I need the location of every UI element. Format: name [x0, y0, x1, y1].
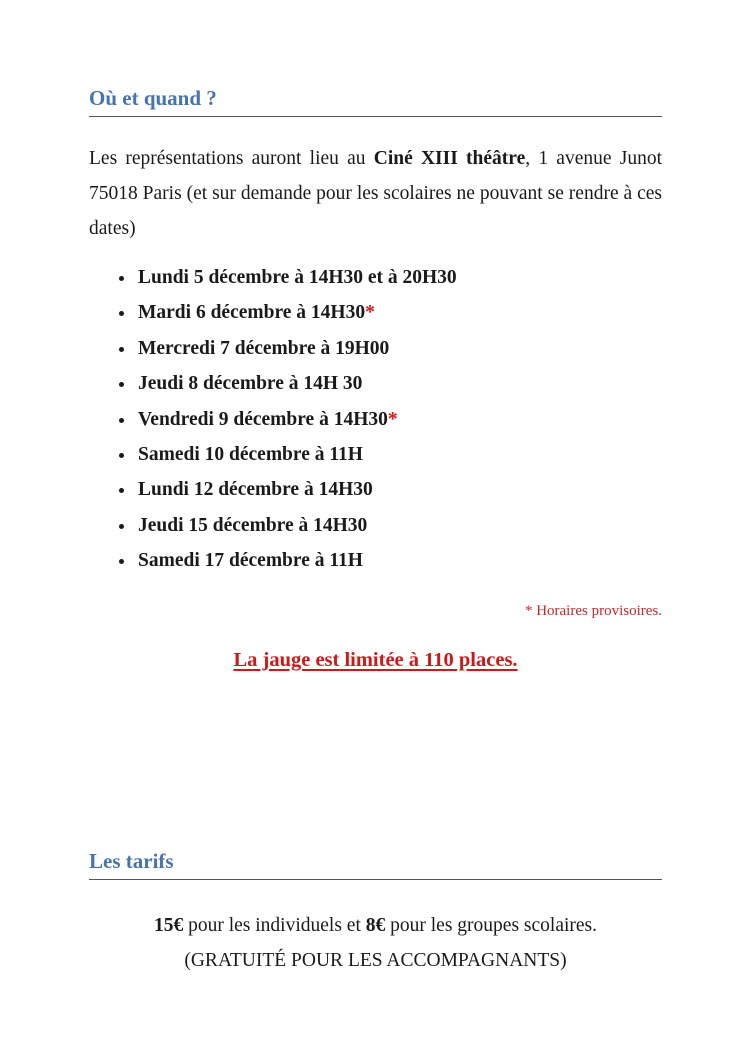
section-heading-tariffs: Les tarifs [89, 849, 662, 880]
price-group: 8€ [365, 914, 386, 936]
schedule-item-text: Lundi 12 décembre à 14H30 [138, 479, 373, 501]
provisional-asterisk: * [365, 302, 375, 324]
intro-text-after: , 1 avenue Junot 75018 Paris (et sur demande pour les scolaires ne pouvant se rendre à ces dates) [89, 148, 662, 239]
schedule-item [136, 543, 662, 578]
price-individual: 15€ [153, 914, 184, 936]
schedule-item-text: Mardi 6 décembre à 14H30 [138, 302, 366, 324]
tariffs-line1-end: pour les groupes scolaires. [385, 914, 598, 936]
schedule-item [136, 437, 662, 472]
schedule-item-text: Jeudi 8 décembre à 14H 30 [138, 373, 363, 395]
schedule-item-text: Jeudi 15 décembre à 14H30 [138, 514, 368, 536]
schedule-item-text: Lundi 5 décembre à 14H30 et à 20H30 [138, 267, 457, 288]
schedule-list [89, 260, 662, 579]
schedule-item [136, 366, 662, 401]
schedule-item [136, 295, 662, 330]
schedule-item-text: Samedi 10 décembre à 11H [138, 444, 363, 466]
capacity-notice: La jauge est limitée à 110 places. [233, 648, 518, 671]
provisional-asterisk: * [387, 408, 398, 430]
intro-text-before: Les représentations auront lieu au [89, 148, 374, 169]
schedule-item-text: Mercredi 7 décembre à 19H00 [138, 337, 390, 359]
section-heading-where-when: Où et quand ? [89, 86, 662, 117]
schedule-item [136, 331, 662, 366]
schedule-item [136, 508, 662, 543]
schedule-item [136, 260, 662, 295]
schedule-item-text: Samedi 17 décembre à 11H [138, 550, 363, 572]
schedule-item [136, 472, 662, 507]
tariffs-line1-mid: pour les individuels et [183, 914, 366, 936]
tariffs-line1 [89, 908, 662, 943]
schedule-item [136, 402, 662, 437]
venue-name: Ciné XIII théâtre [373, 148, 526, 169]
intro-paragraph [89, 141, 662, 246]
schedule-item-text: Vendredi 9 décembre à 14H30 [138, 408, 388, 430]
tariffs-line2-free-accompanying: (GRATUITÉ POUR LES ACCOMPAGNANTS) [184, 949, 567, 971]
provisional-times-footnote: * Horaires provisoires. [524, 602, 662, 619]
